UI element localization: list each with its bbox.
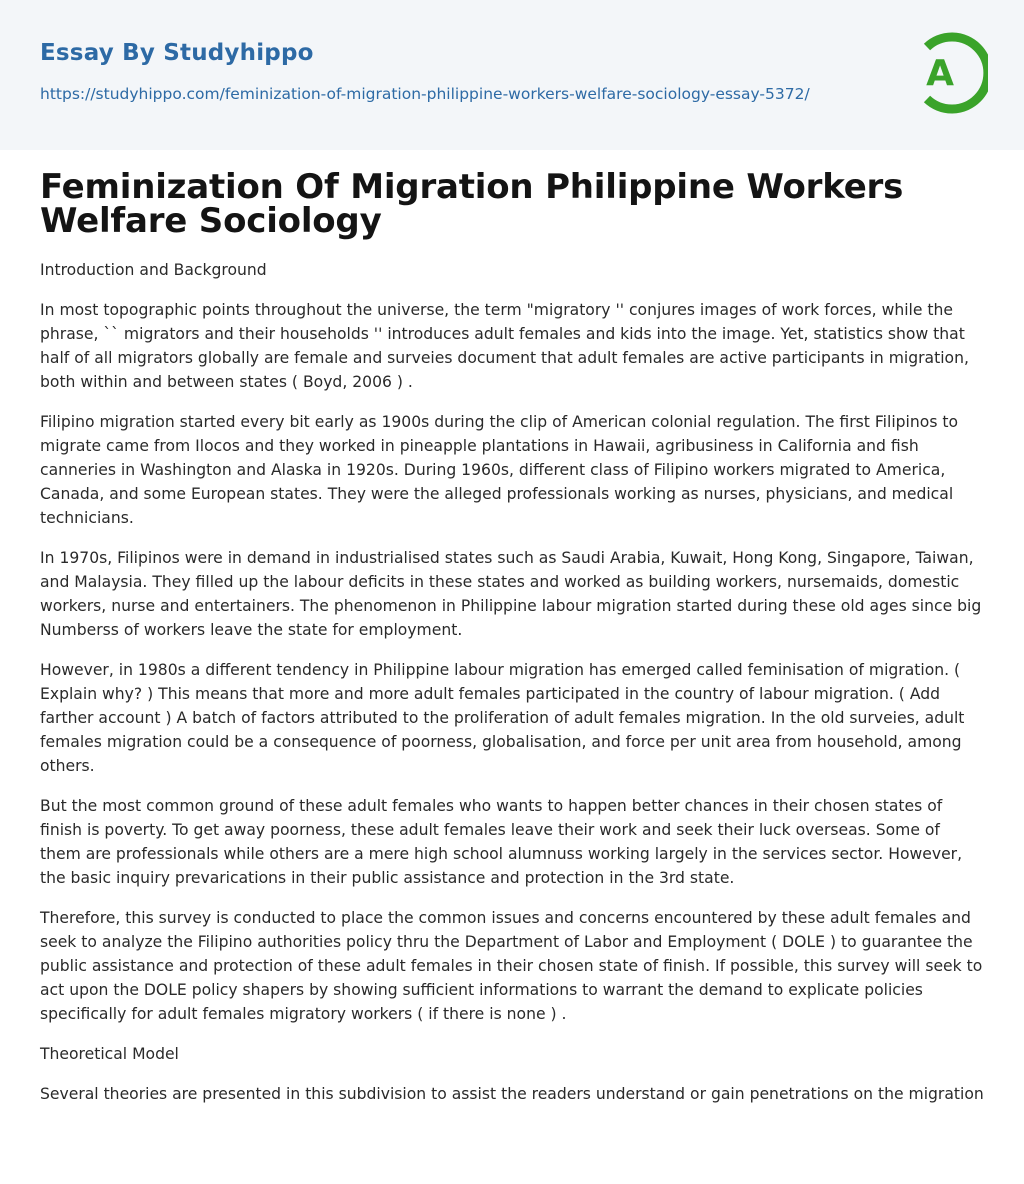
essay-paragraph: Several theories are presented in this subdivision to assist the readers understand or gain penetrations on the migration — [40, 1085, 984, 1103]
logo-letter: A — [926, 53, 954, 94]
section-heading-introduction: Introduction and Background — [40, 261, 267, 279]
essay-paragraph: In most topographic points throughout the universe, the term "migratory '' conjures images of work forces, while the phrase, `` migrators and their households '' introduces adult females and kids into the image. Yet, statistics show that half of all migrators globally are female and surveies document that adult females are active participants in migration, both within and between states ( Boyd, 2006 ) . — [40, 301, 969, 391]
essay-paragraph: In 1970s, Filipinos were in demand in industrialised states such as Saudi Arabia, Kuwait, Hong Kong, Singapore, Taiwan, and Malaysia. They filled up the labour deficits in these states and worked as building workers, nursemaids, domestic workers, nurse and entertainers. The phenomenon in Philippine labour migration started during these old ages since big Numberss of workers leave the state for employment. — [40, 549, 982, 639]
essay-paragraph: Therefore, this survey is conducted to place the common issues and concerns encountered by these adult females and seek to analyze the Filipino authorities policy thru the Department of Labor and Employment ( DOLE ) to guarantee the public assistance and protection of these adult females in their chosen state of finish. If possible, this survey will seek to act upon the DOLE policy shapers by showing sufficient informations to warrant the demand to explicate policies specifically for adult females migratory workers ( if there is none ) . — [40, 909, 983, 1023]
essay-paragraph: But the most common ground of these adult females who wants to happen better chances in their chosen states of finish is poverty. To get away poorness, these adult females leave their work and seek their luck overseas. Some of them are professionals while others are a mere high school alumnuss working largely in the services sector. However, the basic inquiry prevarications in their public assistance and protection in the 3rd state. — [40, 797, 963, 887]
studyhippo-logo-icon[interactable] — [910, 29, 988, 117]
essay-content — [40, 167, 984, 1106]
essay-url-link[interactable]: https://studyhippo.com/feminization-of-migration-philippine-workers-welfare-sociology-essay-5372/ — [40, 85, 810, 103]
site-header — [0, 0, 1024, 150]
essay-paragraph: However, in 1980s a different tendency in Philippine labour migration has emerged called feminisation of migration. ( Explain why? ) This means that more and more adult females participated in the country of labour migration. ( Add farther account ) A batch of factors attributed to the proliferation of adult females migration. In the old surveies, adult females migration could be a consequence of poorness, globalisation, and force per unit area from household, among others. — [40, 661, 965, 775]
essay-paragraph: Filipino migration started every bit early as 1900s during the clip of American colonial regulation. The first Filipinos to migrate came from Ilocos and they worked in pineapple plantations in Hawaii, agribusiness in California and fish canneries in Washington and Alaska in 1920s. During 1960s, different class of Filipino workers migrated to America, Canada, and some European states. They were the alleged professionals working as nurses, physicians, and medical technicians. — [40, 413, 959, 527]
essay-title: Feminization Of Migration Philippine Workers Welfare Sociology — [40, 167, 904, 241]
site-brand[interactable]: Essay By Studyhippo — [40, 40, 314, 66]
section-heading-theoretical-model: Theoretical Model — [40, 1045, 179, 1063]
